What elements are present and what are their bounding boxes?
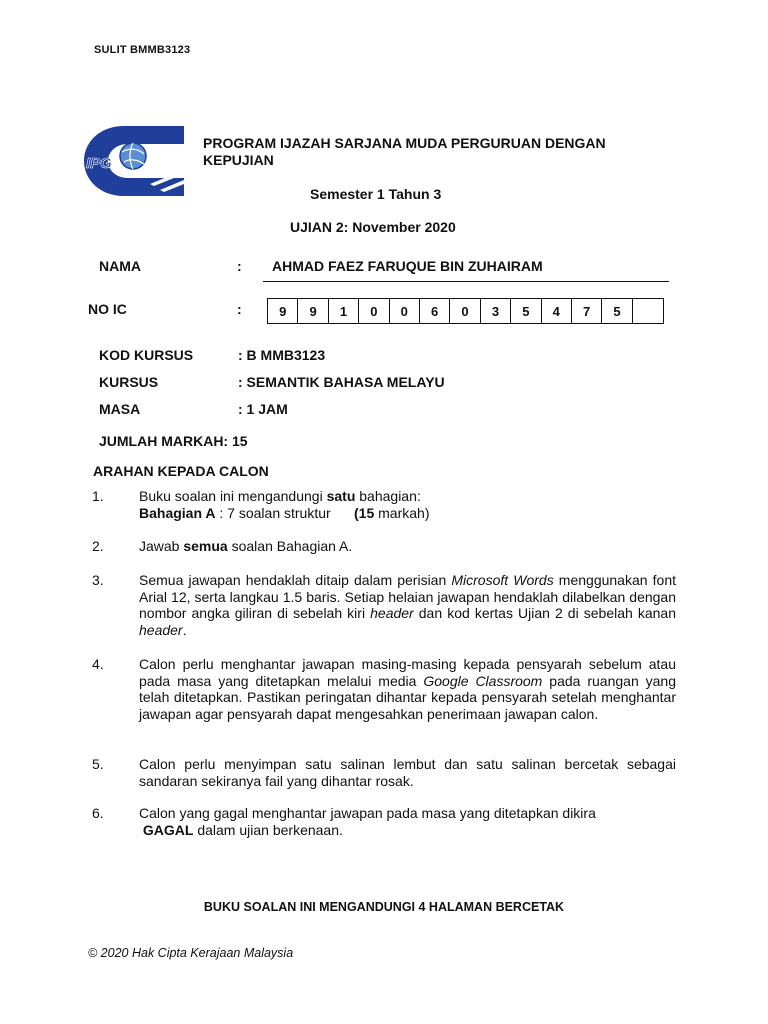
text-run-italic: header xyxy=(139,621,183,638)
instruction-text xyxy=(139,488,676,521)
instruction-text xyxy=(139,805,676,838)
ic-digit: 5 xyxy=(602,299,632,323)
masa-value: : 1 JAM xyxy=(238,401,288,417)
instruction-5 xyxy=(92,756,676,789)
ipg-logo xyxy=(80,122,186,200)
text-run-bold: (15 xyxy=(354,504,375,521)
text-run: Semua jawapan hendaklah ditaip dalam perisian xyxy=(139,572,452,588)
text-run: : 7 soalan struktur xyxy=(215,504,355,521)
text-run: markah) xyxy=(374,504,430,521)
text-run: Calon yang gagal menghantar jawapan pada masa yang ditetapkan dikira xyxy=(139,805,596,821)
noic-label: NO IC xyxy=(88,301,127,317)
instruction-number: 3. xyxy=(92,572,104,588)
text-run-bold: semua xyxy=(183,538,228,554)
instruction-text xyxy=(139,572,676,638)
instruction-number: 5. xyxy=(92,756,104,772)
instruction-number: 1. xyxy=(92,488,104,504)
ic-digit: 5 xyxy=(511,299,541,323)
instruction-6 xyxy=(92,805,676,838)
instruction-text xyxy=(139,538,676,555)
instruction-number: 4. xyxy=(92,656,104,672)
ic-digit: 0 xyxy=(390,299,420,323)
text-run-bold: GAGAL xyxy=(142,821,194,838)
program-title: PROGRAM IJAZAH SARJANA MUDA PERGURUAN DENGAN KEPUJIAN xyxy=(203,135,606,168)
text-run: soalan Bahagian A. xyxy=(227,538,353,554)
semester-title: Semester 1 Tahun 3 xyxy=(310,186,442,202)
text-run: Buku soalan ini mengandungi xyxy=(139,488,327,504)
text-run: bahagian: xyxy=(355,488,421,504)
kod-kursus-value: : B MMB3123 xyxy=(238,347,326,363)
instruction-1 xyxy=(92,488,676,521)
text-run: Calon perlu menghantar jawapan masing-masing kepada pensyarah sebelum atau pada masa yang ditetapkan melalui media xyxy=(139,656,676,689)
ic-digit: 7 xyxy=(572,299,602,323)
ic-digit xyxy=(633,299,663,323)
ic-digit: 3 xyxy=(481,299,511,323)
instruction-number: 6. xyxy=(92,805,104,821)
kursus-label: KURSUS xyxy=(99,374,159,390)
text-run: dalam ujian berkenaan. xyxy=(193,821,343,838)
text-run-italic: header xyxy=(370,605,414,622)
jumlah-markah: JUMLAH MARKAH: 15 xyxy=(99,433,248,449)
nama-label: NAMA xyxy=(99,258,141,274)
text-run: pada ruangan yang telah ditetapkan. Pastikan peringatan dihantar kepada pensyarah setelah menghantar jawapan agar pensyarah dapat mengesahkan penerimaan jawapan calon. xyxy=(139,672,677,722)
ipg-logo-icon xyxy=(80,122,186,200)
instruction-number: 2. xyxy=(92,538,104,554)
instruction-text xyxy=(139,756,676,789)
ic-digit: 0 xyxy=(450,299,480,323)
text-run-italic: Microsoft Words xyxy=(451,572,554,588)
ic-digit: 0 xyxy=(359,299,389,323)
nama-value: AHMAD FAEZ FARUQUE BIN ZUHAIRAM xyxy=(272,258,543,274)
text-run: Jawab xyxy=(139,538,184,554)
ic-number-boxes xyxy=(267,298,664,324)
ic-digit: 4 xyxy=(542,299,572,323)
instruction-3 xyxy=(92,572,676,638)
page-count-footer: BUKU SOALAN INI MENGANDUNGI 4 HALAMAN BERCETAK xyxy=(203,900,565,914)
instructions-heading: ARAHAN KEPADA CALON xyxy=(93,463,269,479)
text-run: . xyxy=(182,621,187,638)
kod-kursus-label: KOD KURSUS xyxy=(99,347,194,363)
instruction-text xyxy=(139,656,676,722)
logo-text: IPG xyxy=(86,155,112,172)
text-run: menggunakan font Arial 12, serta langkau 1.5 baris. Setiap helaian jawapan hendaklah dilabelkan dengan nombor angka giliran di sebelah kiri xyxy=(139,572,676,622)
ic-digit: 9 xyxy=(268,299,298,323)
noic-colon: : xyxy=(237,301,242,317)
text-run: dan kod kertas Ujian 2 di sebelah kanan xyxy=(413,605,676,622)
text-run-bold: satu xyxy=(326,488,356,504)
ic-digit: 9 xyxy=(298,299,328,323)
copyright-notice: © 2020 Hak Cipta Kerajaan Malaysia xyxy=(88,946,294,960)
text-run-italic: Google Classroom xyxy=(423,672,543,689)
text-run-bold: Bahagian A xyxy=(139,504,216,521)
instruction-2 xyxy=(92,538,676,555)
ujian-title: UJIAN 2: November 2020 xyxy=(290,219,456,235)
nama-colon: : xyxy=(237,258,242,274)
ic-digit: 6 xyxy=(420,299,450,323)
masa-label: MASA xyxy=(99,401,141,417)
kursus-value: : SEMANTIK BAHASA MELAYU xyxy=(238,374,445,390)
text-run: Calon perlu menyimpan satu salinan lembut dan satu salinan bercetak sebagai sandaran sekiranya fail yang dihantar rosak. xyxy=(139,756,676,789)
instruction-4 xyxy=(92,656,676,722)
nama-underline xyxy=(263,281,669,282)
ic-digit: 1 xyxy=(329,299,359,323)
header-sulit: SULIT BMMB3123 xyxy=(94,44,191,56)
